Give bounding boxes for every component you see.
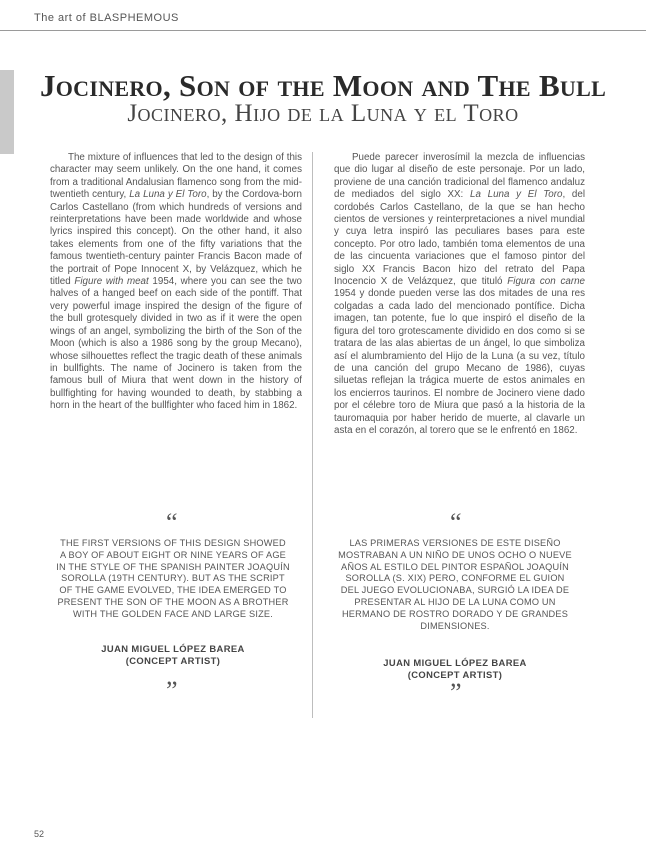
body-column-spanish — [334, 152, 585, 437]
page-title-english: Jocinero, Son of the Moon and The Bull — [39, 68, 607, 103]
column-divider — [312, 152, 313, 718]
running-header: The art of BLASPHEMOUS — [34, 12, 179, 24]
open-quote-right: “ — [450, 508, 462, 537]
pull-quote-english: THE FIRST VERSIONS OF THIS DESIGN SHOWED A BOY OF ABOUT EIGHT OR NINE YEARS OF AGE IN THE STYLE OF THE SPANISH PAINTER JOAQUÍN SOROLLA (19TH CENTURY). BUT AS THE SCRIPT OF THE GAME EVOLVED, THE IDEA EMERGED TO PRESENT THE SON OF THE MOON AS A BROTHER WITH THE GOLDEN FACE AND LARGE SIZE. — [56, 538, 290, 619]
body-column-english — [50, 152, 302, 413]
quote-author-english: JUAN MIGUEL LÓPEZ BAREA (CONCEPT ARTIST) — [101, 643, 245, 666]
header-rule — [0, 30, 646, 31]
open-quote-left: “ — [166, 508, 178, 537]
pull-quote-spanish: LAS PRIMERAS VERSIONES DE ESTE DISEÑO MOSTRABAN A UN NIÑO DE UNOS OCHO O NUEVE AÑOS AL ESTILO DEL PINTOR ESPAÑOL JOAQUÍN SOROLLA (S. XIX) PERO, CONFORME EL GUION DEL JUEGO EVOLUCIONABA, SURGIÓ LA IDEA DE PRESENTAR AL HIJO DE LA LUNA COMO UN HERMANO DE ROSTRO DORADO Y DE GRANDES DIMENSIONES. — [338, 538, 572, 631]
page-title-spanish: Jocinero, Hijo de la Luna y el Toro — [127, 100, 519, 127]
quote-author-spanish: JUAN MIGUEL LÓPEZ BAREA (CONCEPT ARTIST) — [383, 657, 527, 680]
page-number: 52 — [34, 829, 45, 839]
close-quote-left: ” — [166, 676, 178, 705]
body-paragraph: Puede parecer inverosímil la mezcla de influencias que dio lugar al diseño de este personaje. Por un lado, proviene de una canción tradicional del flamenco andaluz de mediados del siglo XX: La Luna y El Toro, del cordobés Carlos Castellano, de la que se han hecho cientos de versiones y reinterpretaciones a nivel mundial y cuya letra inspiró las peculiares bases para este concepto. Por otro lado, también toma elementos de una de las cincuenta variaciones que el famoso pintor del siglo XX Francis Bacon hizo del retrato del Papa Inocencio X de Velázquez, que tituló Figura con carne 1954 y donde pueden verse las dos mitades de una res colgadas a cada lado del mencionado pontífice. Dicha imagen, tan potente, fue lo que inspiró el diseño de la figura del toro grotescamente dividido en dos como si se tratara de las alas abiertas de un ángel, lo que simboliza así el alumbramiento del Hijo de la Luna (a su vez, título de una canción del grupo Mecano de 1986), cuyas siluetas reflejan la trágica muerte de estos animales en los encierros taurinos. El nombre de Jocinero viene dado por el célebre toro de Miura que pasó a la historia de la tauromaquia por haber herido de muerte, al clavarle un asta en el corazón, al torero que se le enfrentó en 1862. — [334, 152, 586, 436]
body-paragraph: The mixture of influences that led to the design of this character may seem unlikely. On the one hand, it comes from a traditional Andalusian flamenco song from the mid-twentieth century, La Luna y El Toro, by the Cordova-born Carlos Castellano (from which hundreds of versions and reinterpretations have been made worldwide and whose lyrics inspired this concept). On the other hand, it also takes elements from one of the fifty variations that the famous twentieth-century painter Francis Bacon made of the portrait of Pope Innocent X, by Velázquez, which he titled Figure with meat 1954, where you can see the two halves of a hanged beef on each side of the pontiff. That very powerful image inspired the design of the figure of the bull grotesquely divided in two as if it were the open wings of an angel, symbolizing the birth of the Son of the Moon (which is also a 1986 song by the group Mecano), whose silhouettes reflect the tragic death of these animals in bullfights. The name of Jocinero is taken from the famous bull of Miura that went down in the history of bullfighting for having wounded to death, by stabbing a horn in the heart of the bullfighter who faced him in 1862. — [50, 152, 302, 412]
close-quote-right: ” — [450, 678, 462, 707]
